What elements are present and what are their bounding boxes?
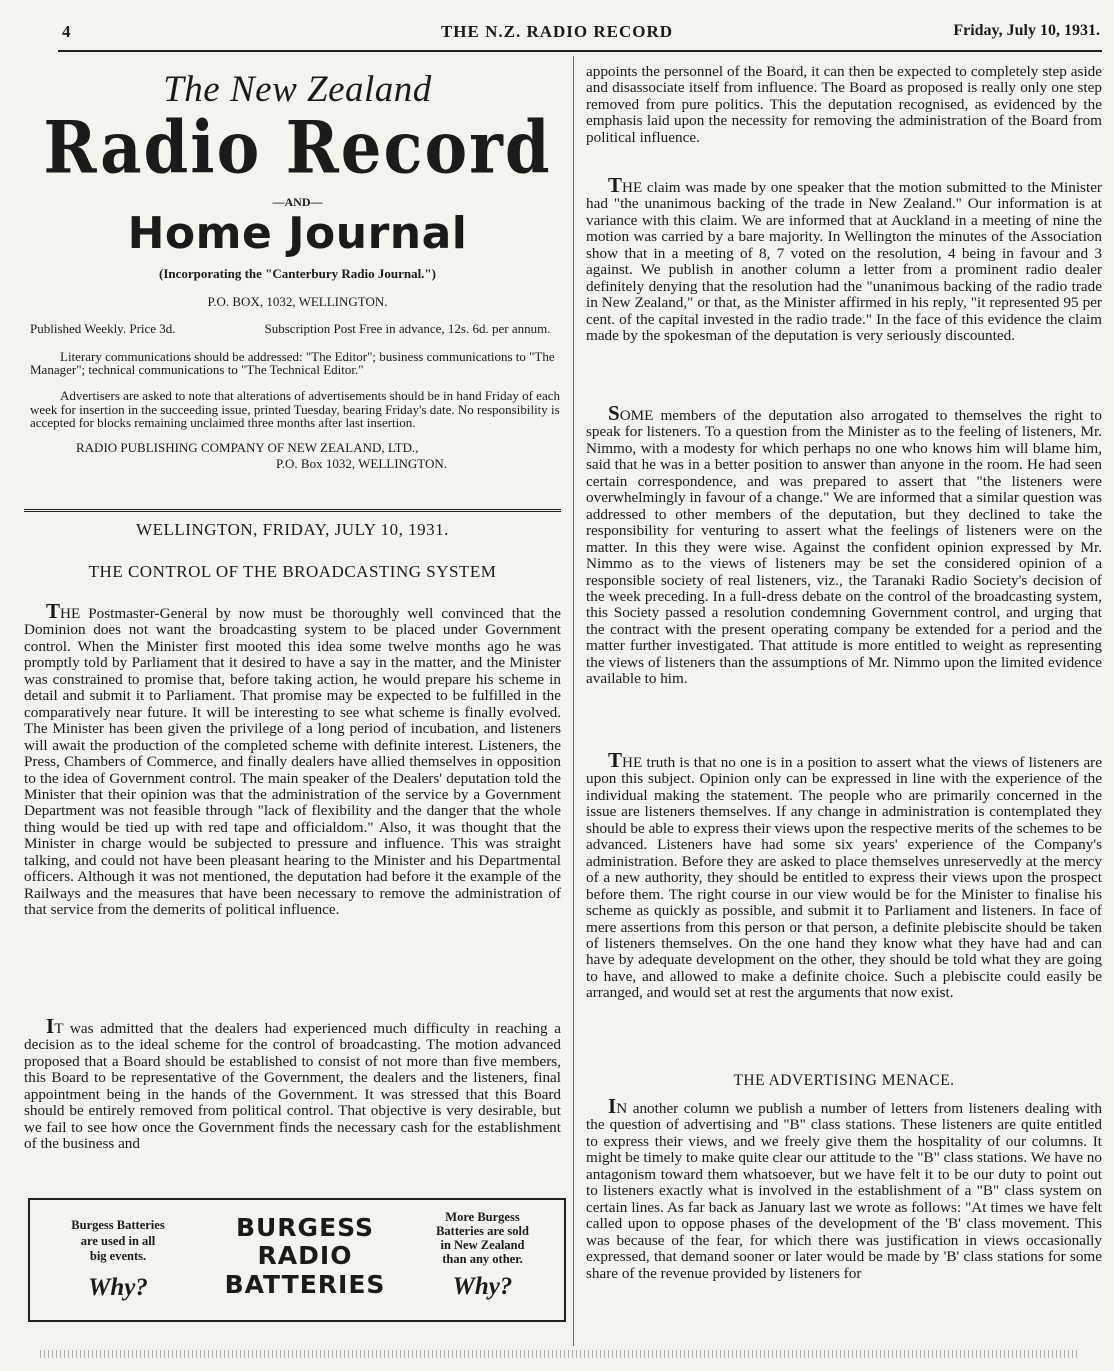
header-rule	[58, 50, 1102, 52]
ad-right-line: More Burgess	[445, 1210, 520, 1224]
masthead	[30, 62, 565, 472]
subscription-info: Subscription Post Free in advance, 12s. 6d. per annum.	[264, 321, 551, 337]
paragraph-text: HE truth is that no one is in a position to assert what the views of listeners are upon this subject. Opinion only can be expressed in line with the experience of the individual making the statement. The people who are primarily concerned in the issue are listeners themselves. If any change in administration is contemplated they should be able to express their views upon the respective merits of the schemes to be advanced. Listeners have had some six years' experience of the Company's administration. Before they are asked to place themselves unreservedly at the mercy of a new authority, they should be entitled to express their views upon the prospect before them. The right course in our view would be for the Minister to finalise his scheme as quickly as possible, and submit it to Parliament and listeners. In face of mere assertions from this person or that person, a definite plebiscite should be taken of listeners themselves. On the one hand they know what they have had and can have by adequate development on the other, they should be told what they are going to have, and allowed to make a definite choice. Such a plebiscite could easily be arranged, and would set at rest the arguments that now exist.	[586, 754, 1102, 1002]
ad-left-line: big events.	[89, 1249, 147, 1264]
literary-note: Literary communications should be addressed: "The Editor"; business communications to "The Manager"; technical communications to "The Technical Editor."	[30, 348, 555, 378]
ad-left-line: Burgess Batteries	[71, 1218, 165, 1232]
drop-cap: T	[46, 599, 61, 623]
incorporating-note: (Incorporating the "Canterbury Radio Journal.")	[159, 266, 436, 282]
ad-right-line: in New Zealand	[440, 1238, 525, 1252]
drop-cap: I	[46, 1014, 55, 1038]
paragraph-text: N another column we publish a number of letters from listeners dealing with the question of advertising and "B" class stations. These listeners are quite entitled to express their views, and we freely give them the hospitality of our columns. It might be timely to make quite clear our attitude to the "B" class stations. We have no antagonism toward them whatsoever, but we have felt it to be our duty to point out to listeners exactly what is involved in the establishment of a "B" class system on certain lines. As far back as January last we wrote as follows: "At times we have felt called upon to oppose phases of the development of the 'B' class movement. This was because of the fear, for which there was justification in views occasionally expressed, that demand sooner or later would be made by 'B' class stations for some share of the revenue provided by listeners for	[586, 1100, 1102, 1282]
ad-left-panel	[38, 1218, 198, 1303]
drop-cap: I	[608, 1094, 617, 1118]
po-box: P.O. BOX, 1032, WELLINGTON.	[207, 294, 388, 310]
advertisers-note: Advertisers are asked to note that alterations of advertisements should be in hand Friday of each week for insertion in the succeeding issue, printed Tuesday, bearing Friday's date. No responsibility is accepted for blocks remaining unclaimed three months after last insertion.	[30, 387, 560, 431]
editorial-dateline: WELLINGTON, FRIDAY, JULY 10, 1931.	[136, 520, 449, 539]
scan-artifact	[40, 1350, 1080, 1358]
editorial-headline: THE CONTROL OF THE BROADCASTING SYSTEM	[88, 562, 497, 581]
ad-right-line: than any other.	[442, 1252, 523, 1266]
ad-brand-logo	[210, 1214, 400, 1299]
masthead-radio-record: Radio Record	[43, 106, 552, 191]
ad-right-line: Batteries are sold	[436, 1224, 529, 1238]
ad-brand-line: BATTERIES	[224, 1269, 386, 1299]
editorial-paragraph-3	[586, 173, 1102, 345]
paragraph-text: OME members of the deputation also arrogated to themselves the right to speak for listeners. To a question from the Minister as to the feeling of listeners, Mr. Nimmo, with a modesty for which perhaps no one who knows him will blame him, said that he was in a better position to answer than anyone in the room. He had seen certain correspondence, and was prepared to assert that "the listeners were overwhelmingly in favour of a change." We are informed that a similar question was addressed to other members of the deputation, but they declined to take the responsibility for venturing to assert what the feelings of listeners were on the matter. In this they were wise. Against the confident opinion expressed by Mr. Nimmo as to the views of listeners may be set the considered opinion of a responsible society of real listeners, viz., the Taranaki Radio Society's decision of the week preceding. In a full-dress debate on the control of the broadcasting system, this Society passed a resolution condemning Government control, and urging that the contract with the present operating company be extended for a period and the matter further investigated. That attitude is more entitled to weight as representing the views of listeners than the assumptions of Mr. Nimmo upon the limited evidence available to him.	[586, 407, 1102, 688]
advertising-menace-heading: THE ADVERTISING MENACE.	[733, 1072, 955, 1089]
ad-why-left: Why?	[88, 1273, 148, 1301]
masthead-the-new-zealand: The New Zealand	[163, 69, 432, 110]
ad-brand-line: RADIO	[257, 1241, 353, 1271]
editorial-paragraph-5	[586, 748, 1102, 1002]
ad-right-panel	[410, 1210, 555, 1301]
editorial-paragraph-1	[24, 599, 561, 919]
drop-cap: T	[608, 173, 623, 197]
paragraph-text: appoints the personnel of the Board, it can then be expected to completely step aside and disassociate itself from influence. The Board as proposed is really only one step removed from pure politics. This the deputation recognised, as evidenced by the emphasis laid upon the necessity for removing the administration of the Board from political influence.	[586, 63, 1102, 146]
burgess-batteries-advertisement	[28, 1198, 566, 1322]
running-title: THE N.Z. RADIO RECORD	[440, 22, 674, 41]
paragraph-text: HE Postmaster-General by now must be thoroughly well convinced that the Dominion does not want the broadcasting system to be placed under Government control. When the Minister first mooted this idea some twelve months ago he was promptly told by Parliament that it desired to have a say in the matter, and the Minister was constrained to promise that, before taking action, he would prepare his scheme in detail and submit it to Parliament. That promise may be expected to be fulfilled in the comparatively near future. It will be interesting to see what scheme is finally evolved. The Minister has been given the privilege of a long period of incubation, and listeners will await the production of the completed scheme with definite interest. Listeners, the Press, Chambers of Commerce, and finally dealers have allied themselves in opposition to the idea of Government control. The main speaker of the Dealers' deputation told the Minister that their opinion was that the administration of the service by a Government Department was not feasible through "lack of flexibility and the danger that the whole thing would be tied up with red tape and officialdom." Also, it was thought that the Minister in charge would be subjected to pressure and influence. This was straight talking, and could not have been pleasant hearing to the Minister and his Departmental officers. Although it was not mentioned, the deputation had before it the example of the Railways and the measures that have been necessary to remove the administration of that service from the demerits of political influence.	[24, 605, 561, 919]
editorial-paragraph-4	[586, 401, 1102, 688]
editorial-continuation	[586, 64, 1102, 146]
paragraph-text: HE claim was made by one speaker that the motion submitted to the Minister had "the unanimous backing of the trade in New Zealand." Our information is at variance with this claim. We are informed that at Auckland in a meeting of nine the motion was carried by a bare majority. In Wellington the minutes of the Association show that in a meeting of 8, 7 voted on the resolution, 4 being in favour and 3 against. We publish in another column a letter from a prominent radio dealer definitely denying that the resolution had the "unanimous backing of the radio trade in New Zealand," or that, as the Minister affirmed in his reply, "it represented 95 per cent. of the capital invested in the radio trade." In the face of this evidence the claim made by the spokesman of the deputation is very seriously discounted.	[586, 179, 1102, 345]
ad-brand-line: BURGESS	[235, 1213, 375, 1242]
editorial-paragraph-6	[586, 1094, 1102, 1282]
ad-why-right: Why?	[452, 1273, 513, 1300]
paragraph-text: T was admitted that the dealers had experienced much difficulty in reaching a decision as to the ideal scheme for the control of broadcasting. The motion advanced proposed that a Board should be established to consist of not more than five members, this Board to be representative of the Government, the dealers and the listeners, final appointment being in the hands of the Government. It was stressed that this Board should be entirely removed from political control. That objective is very desirable, but we fail to see how once the Government finds the necessary cash for the establishment of the business and	[24, 1020, 561, 1153]
column-divider	[573, 56, 574, 1346]
issue-date: Friday, July 10, 1931.	[953, 22, 1100, 39]
publisher-name: RADIO PUBLISHING COMPANY OF NEW ZEALAND, LTD.,	[76, 439, 419, 455]
publisher-address: P.O. Box 1032, WELLINGTON.	[276, 455, 448, 471]
publication-info	[30, 322, 565, 336]
drop-cap: S	[608, 401, 620, 425]
ad-left-line: are used in all	[80, 1233, 156, 1248]
published-weekly: Published Weekly. Price 3d.	[30, 321, 176, 337]
page-number: 4	[62, 22, 71, 41]
masthead-and: —AND—	[272, 194, 323, 209]
masthead-home-journal: Home Journal	[127, 207, 468, 259]
editorial-paragraph-2	[24, 1014, 561, 1153]
double-rule	[24, 509, 561, 515]
drop-cap: T	[608, 748, 623, 772]
